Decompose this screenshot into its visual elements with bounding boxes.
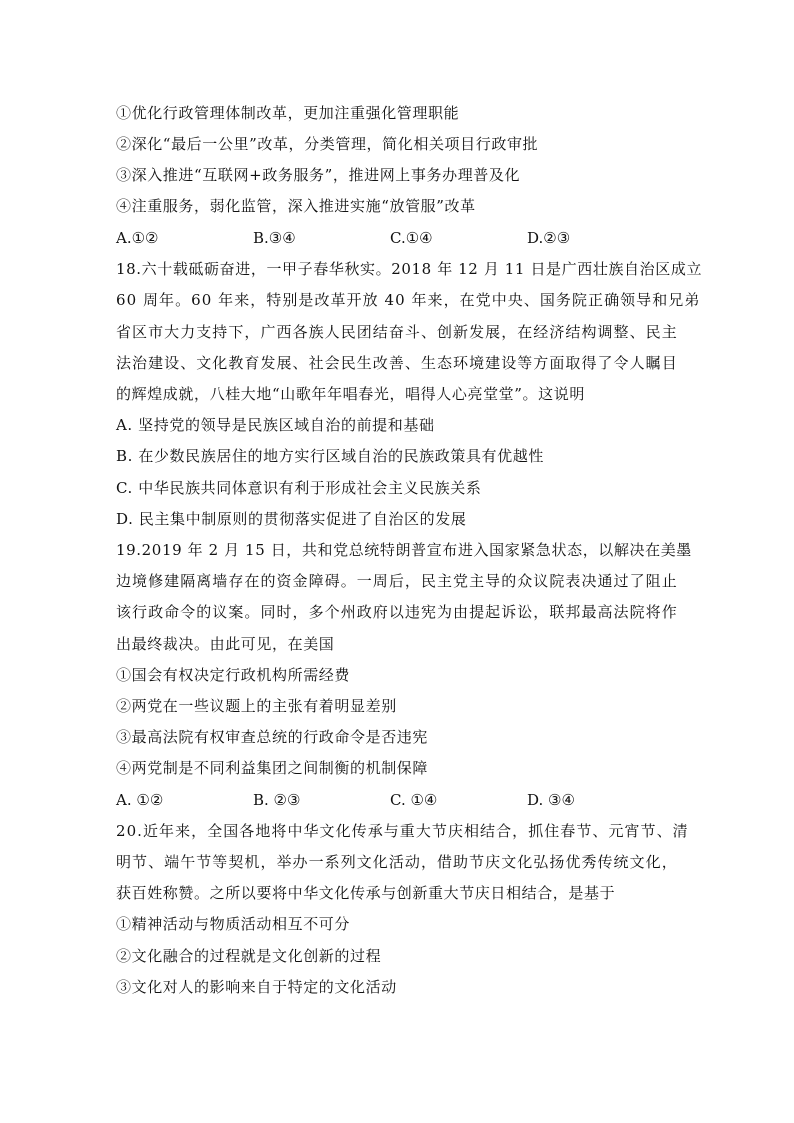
q19-options	[116, 790, 686, 810]
q18-stem-line-5: 的辉煌成就，八桂大地“山歌年年唱春光，唱得人心亮堂堂”。这说明	[116, 385, 585, 403]
q17-item-2: ②深化“最后一公里”改革，分类管理，简化相关项目行政审批	[116, 135, 539, 153]
q19-item-1: ①国会有权决定行政机构所需经费	[116, 666, 351, 684]
q17-option-b: B.③④	[253, 229, 296, 247]
q19-option-a: A. ①②	[116, 791, 164, 809]
q17-option-a: A.①②	[116, 229, 159, 247]
q19-stem-line-2: 边境修建隔离墙存在的资金障碍。一周后，民主党主导的众议院表决通过了阻止	[116, 572, 678, 590]
q19-item-4: ④两党制是不同利益集团之间制衡的机制保障	[116, 759, 429, 777]
q20-item-3: ③文化对人的影响来自于特定的文化活动	[116, 978, 397, 996]
q17-options	[116, 228, 686, 248]
q19-option-b: B. ②③	[253, 791, 301, 809]
q19-item-2: ②两党在一些议题上的主张有着明显差别	[116, 697, 397, 715]
q18-stem-line-1: 18.六十载砥砺奋进，一甲子春华秋实。2018 年 12 月 11 日是广西壮族自治区成立	[116, 260, 703, 278]
q20-stem-line-2: 明节、端午节等契机，举办一系列文化活动，借助节庆文化弘扬优秀传统文化，	[116, 853, 678, 871]
q18-choice-c: C. 中华民族共同体意识有利于形成社会主义民族关系	[116, 479, 482, 497]
q17-item-3: ③深入推进“互联网+政务服务”，推进网上事务办理普及化	[116, 166, 521, 184]
q19-item-3: ③最高法院有权审查总统的行政命令是否违宪	[116, 728, 429, 746]
q18-choice-a: A. 坚持党的领导是民族区域自治的前提和基础	[116, 416, 435, 434]
q20-stem-line-1: 20.近年来，全国各地将中华文化传承与重大节庆相结合，抓住春节、元宵节、清	[116, 822, 689, 840]
q20-item-1: ①精神活动与物质活动相互不可分	[116, 915, 351, 933]
q20-stem-line-3: 获百姓称赞。之所以要将中华文化传承与创新重大节庆日相结合，是基于	[116, 884, 616, 902]
q18-stem-line-3: 省区市大力支持下，广西各族人民团结奋斗、创新发展，在经济结构调整、民主	[116, 323, 678, 341]
q18-choice-b: B. 在少数民族居住的地方实行区域自治的民族政策具有优越性	[116, 447, 544, 465]
q17-item-4: ④注重服务，弱化监管，深入推进实施“放管服”改革	[116, 197, 476, 215]
q19-stem-line-1: 19.2019 年 2 月 15 日，共和党总统特朗普宣布进入国家紧急状态，以解决在美墨	[116, 541, 692, 559]
q17-option-d: D.②③	[527, 229, 571, 247]
q20-item-2: ②文化融合的过程就是文化创新的过程	[116, 947, 382, 965]
q17-item-1: ①优化行政管理体制改革，更加注重强化管理职能	[116, 104, 460, 122]
q19-stem-line-3: 该行政命令的议案。同时，多个州政府以违宪为由提起诉讼，联邦最高法院将作	[116, 603, 678, 621]
q19-option-c: C. ①④	[390, 791, 438, 809]
q18-stem-line-4: 法治建设、文化教育发展、社会民生改善、生态环境建设等方面取得了令人瞩目	[116, 354, 678, 372]
q18-choice-d: D. 民主集中制原则的贯彻落实促进了自治区的发展	[116, 510, 467, 528]
q17-option-c: C.①④	[390, 229, 433, 247]
q18-stem-line-2: 60 周年。60 年来，特别是改革开放 40 年来，在党中央、国务院正确领导和兄弟	[116, 291, 701, 309]
q19-stem-line-4: 出最终裁决。由此可见，在美国	[116, 635, 335, 653]
q19-option-d: D. ③④	[527, 791, 575, 809]
